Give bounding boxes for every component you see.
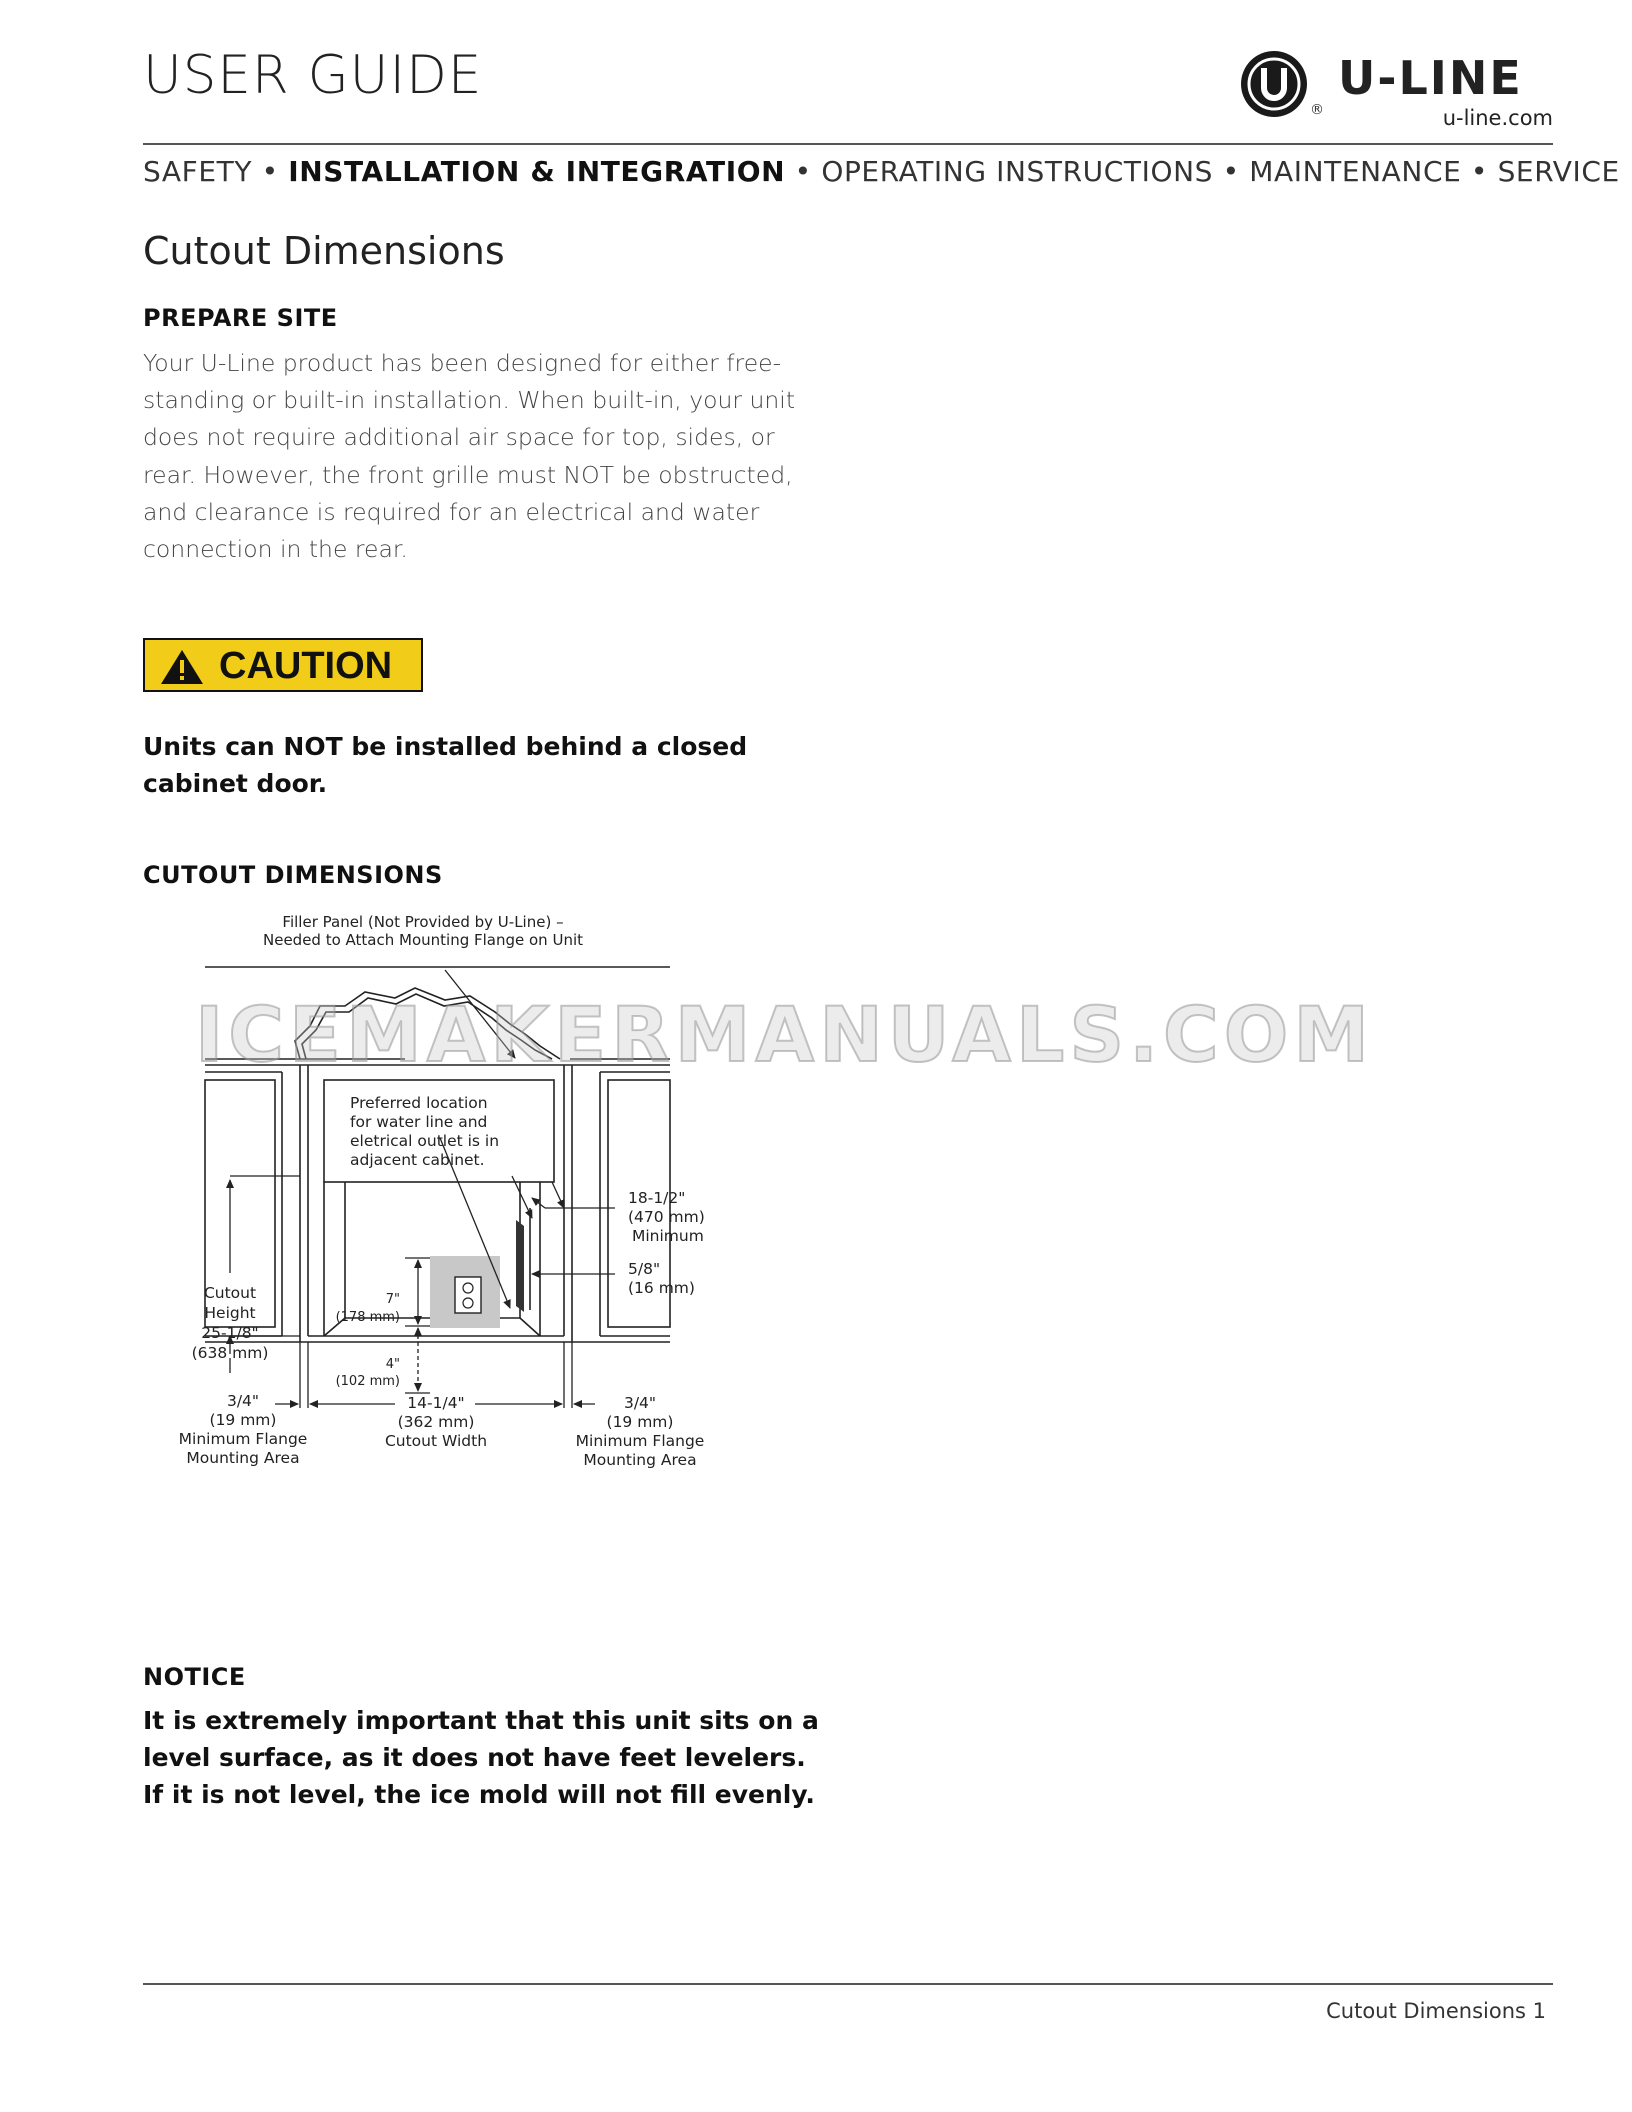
header-rule: [143, 143, 1553, 145]
height-label-4: (638 mm): [191, 1344, 269, 1362]
left-flange-3: Minimum Flange: [178, 1430, 308, 1448]
filler-label-line-1: Filler Panel (Not Provided by U-Line) –: [282, 913, 564, 931]
section-nav: [143, 154, 1620, 190]
left-flange-4: Mounting Area: [186, 1449, 300, 1467]
cutout-width-2: (362 mm): [397, 1413, 475, 1431]
prepare-site-heading: PREPARE SITE: [143, 304, 338, 332]
prepare-site-body: Your U-Line product has been designed for either free-standing or built-in installation. When built-in, your unit does not require additional air space for top, sides, or rear. However, the front grille must NOT be obstructed, and clearance is required for an electrical and water connection in the rear.: [143, 349, 796, 564]
warning-triangle-icon: [159, 648, 205, 686]
nav-item-maintenance: MAINTENANCE: [1249, 155, 1462, 188]
left-flange-1: 3/4": [226, 1392, 260, 1410]
height-label-3: 25-1/8": [201, 1324, 259, 1342]
preferred-label-1: Preferred location: [350, 1094, 488, 1112]
outlet-bottom-2: (102 mm): [335, 1374, 400, 1389]
height-label-2: Height: [204, 1304, 256, 1322]
caution-text: Units can NOT be installed behind a closed cabinet door.: [143, 732, 748, 798]
left-flange-2: (19 mm): [209, 1411, 277, 1429]
section-title: Cutout Dimensions: [143, 229, 505, 273]
u-line-logo: [1238, 44, 1553, 134]
right-flange-2: (19 mm): [606, 1413, 674, 1431]
footer-page-label: Cutout Dimensions 1: [1326, 1999, 1546, 2023]
right-flange-1: 3/4": [623, 1394, 657, 1412]
nav-item-installation: INSTALLATION & INTEGRATION: [288, 155, 786, 188]
flange-label-2: (16 mm): [628, 1279, 695, 1297]
nav-separator: •: [1222, 155, 1240, 188]
nav-separator: •: [1470, 155, 1489, 188]
document-title: USER GUIDE: [143, 45, 483, 106]
watermark: ICEMAKERMANUALS.COM: [195, 990, 1375, 1079]
depth-label-2: (470 mm): [628, 1208, 705, 1226]
flange-label-1: 5/8": [628, 1260, 661, 1278]
depth-label-1: 18-1/2": [628, 1189, 686, 1207]
nav-item-safety: SAFETY: [143, 155, 253, 188]
outlet-height-1: 7": [385, 1292, 400, 1307]
nav-item-service: SERVICE: [1497, 155, 1620, 188]
notice-body: It is extremely important that this unit sits on a level surface, as it does not have feet levelers. If it is not level, the ice mold will not fill evenly.: [143, 1706, 819, 1809]
cutout-width-3: Cutout Width: [384, 1432, 488, 1450]
right-flange-4: Mounting Area: [583, 1451, 697, 1469]
nav-item-operating: OPERATING INSTRUCTIONS: [821, 155, 1214, 188]
height-label-1: Cutout: [203, 1284, 257, 1302]
preferred-label-4: adjacent cabinet.: [350, 1151, 485, 1169]
outlet-bottom-1: 4": [385, 1357, 400, 1372]
filler-label-line-2: Needed to Attach Mounting Flange on Unit: [263, 931, 583, 949]
depth-label-3: Minimum: [632, 1227, 704, 1245]
registered-mark: ®: [1310, 102, 1324, 118]
u-line-logo-mark-icon: [1238, 48, 1310, 120]
logo-wordmark: U-LINE: [1338, 51, 1523, 105]
cutout-width-1: 14-1/4": [407, 1394, 465, 1412]
nav-separator: •: [794, 155, 812, 188]
cutout-dimensions-heading: CUTOUT DIMENSIONS: [143, 861, 443, 889]
notice-heading: NOTICE: [143, 1663, 246, 1691]
right-flange-3: Minimum Flange: [575, 1432, 705, 1450]
nav-separator: •: [261, 155, 279, 188]
preferred-label-2: for water line and: [350, 1113, 488, 1131]
logo-url: u-line.com: [1442, 106, 1553, 130]
preferred-label-3: eletrical outlet is in: [350, 1132, 500, 1150]
footer-rule: [143, 1983, 1553, 1985]
outlet-height-2: (178 mm): [335, 1310, 400, 1325]
caution-label: CAUTION: [219, 645, 393, 687]
caution-badge: [143, 638, 423, 692]
